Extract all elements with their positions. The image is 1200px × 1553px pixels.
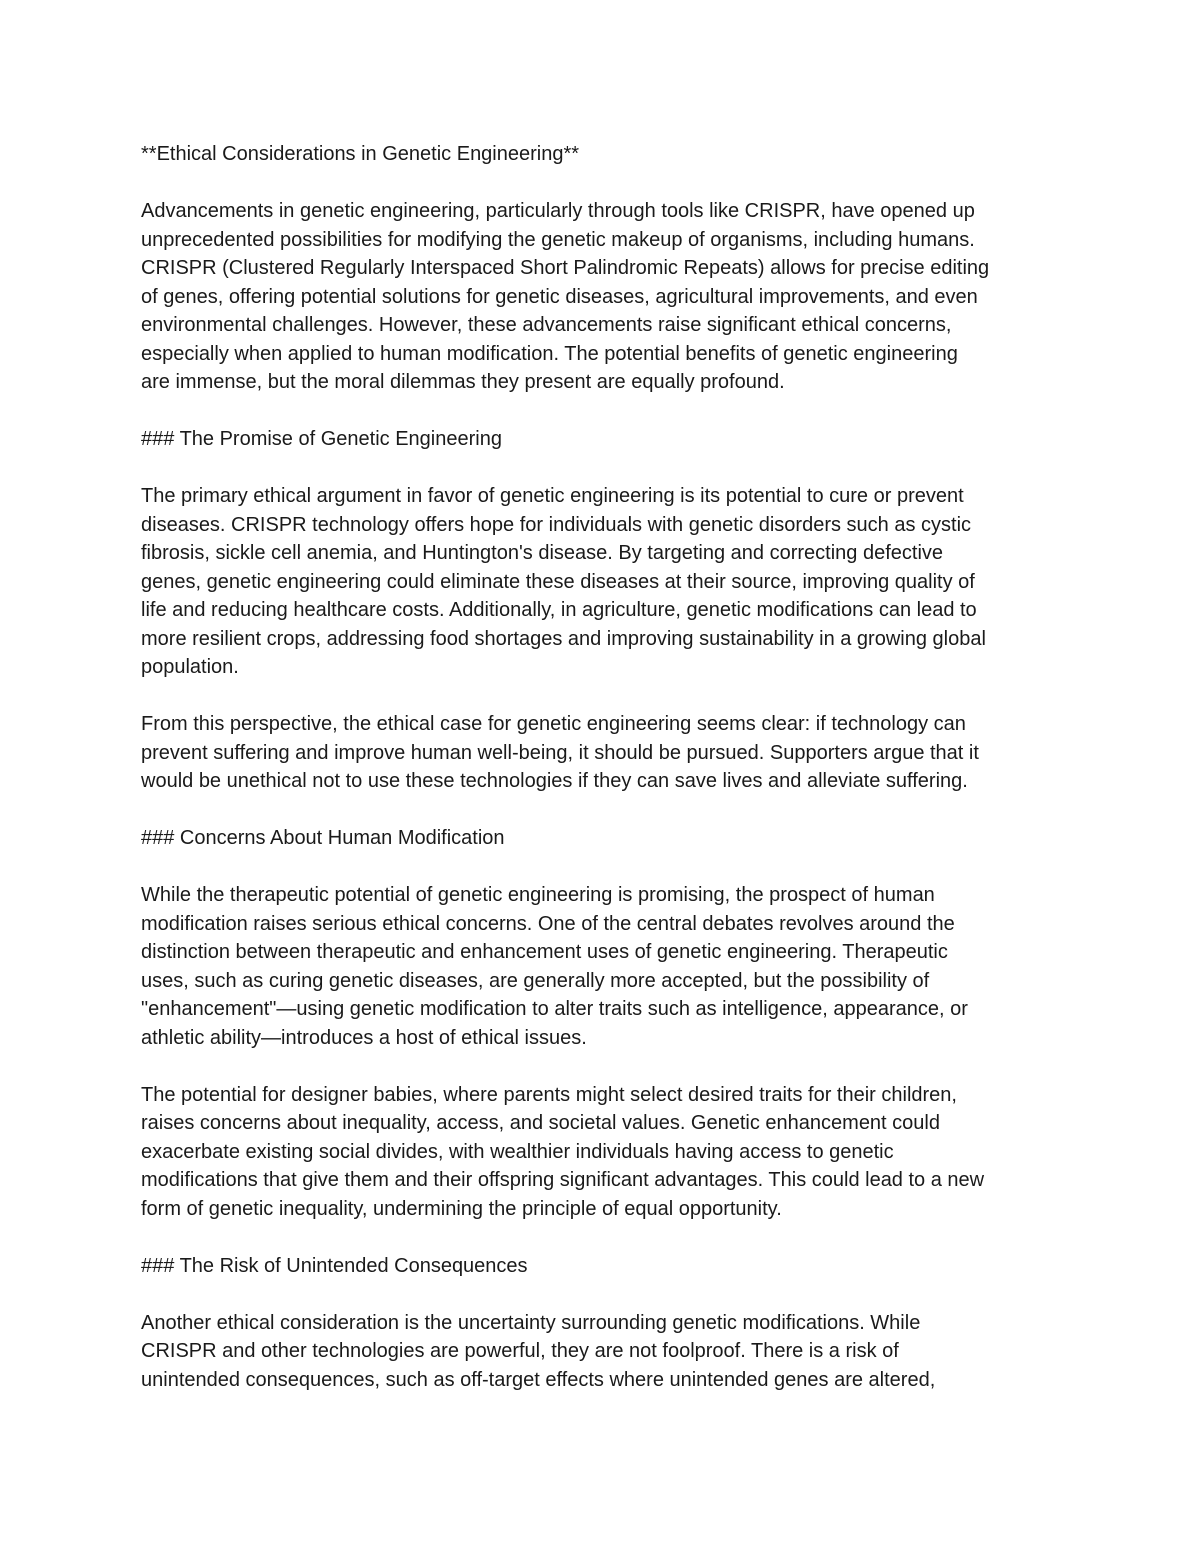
concerns-paragraph-1 bbox=[141, 881, 1071, 1052]
text-line: uses, such as curing genetic diseases, are generally more accepted, but the possibility of bbox=[141, 969, 930, 992]
text-line: athletic ability—introduces a host of ethical issues. bbox=[141, 1026, 587, 1049]
risk-paragraph-1 bbox=[141, 1309, 1071, 1395]
text-line: While the therapeutic potential of genetic engineering is promising, the prospect of human bbox=[141, 884, 935, 906]
spacer bbox=[141, 1280, 1071, 1309]
text-line: Another ethical consideration is the uncertainty surrounding genetic modifications. While bbox=[141, 1311, 921, 1334]
text-line: The primary ethical argument in favor of genetic engineering is its potential to cure or prevent bbox=[141, 485, 964, 507]
text-line: modifications that give them and their offspring significant advantages. This could lead to a new bbox=[141, 1169, 985, 1191]
promise-paragraph-2 bbox=[141, 710, 1071, 796]
spacer bbox=[141, 1223, 1071, 1252]
text-line: environmental challenges. However, these advancements raise significant ethical concerns, bbox=[141, 314, 952, 336]
text-line: diseases. CRISPR technology offers hope for individuals with genetic disorders such as cystic bbox=[141, 513, 972, 536]
spacer bbox=[141, 853, 1071, 882]
text-line: The potential for designer babies, where parents might select desired traits for their children, bbox=[141, 1083, 957, 1106]
text-line: raises concerns about inequality, access, and societal values. Genetic enhancement could bbox=[141, 1112, 940, 1134]
text-line: would be unethical not to use these technologies if they can save lives and alleviate suffering. bbox=[141, 770, 968, 792]
spacer bbox=[141, 1052, 1071, 1081]
intro-paragraph bbox=[141, 197, 1071, 397]
text-line: CRISPR (Clustered Regularly Interspaced Short Palindromic Repeats) allows for precise editing bbox=[141, 257, 990, 279]
text-line: distinction between therapeutic and enhancement uses of genetic engineering. Therapeutic bbox=[141, 941, 948, 963]
spacer bbox=[141, 397, 1071, 426]
spacer bbox=[141, 454, 1071, 483]
text-line: population. bbox=[141, 656, 239, 678]
text-line: Advancements in genetic engineering, particularly through tools like CRISPR, have opened up bbox=[141, 200, 975, 222]
spacer bbox=[141, 682, 1071, 711]
text-line: are immense, but the moral dilemmas they present are equally profound. bbox=[141, 371, 785, 393]
text-line: genes, genetic engineering could eliminate these diseases at their source, improving quality of bbox=[141, 570, 975, 593]
text-line: modification raises serious ethical concerns. One of the central debates revolves around the bbox=[141, 912, 955, 935]
text-line: form of genetic inequality, undermining the principle of equal opportunity. bbox=[141, 1197, 782, 1220]
text-line: exacerbate existing social divides, with wealthier individuals having access to genetic bbox=[141, 1140, 894, 1163]
section-heading-promise: ### The Promise of Genetic Engineering bbox=[141, 428, 502, 450]
text-line: unintended consequences, such as off-target effects where unintended genes are altered, bbox=[141, 1368, 936, 1391]
text-line: especially when applied to human modification. The potential benefits of genetic engineering bbox=[141, 342, 958, 365]
document-body bbox=[141, 140, 1071, 1394]
section-heading-concerns: ### Concerns About Human Modification bbox=[141, 827, 505, 849]
text-line: From this perspective, the ethical case for genetic engineering seems clear: if technology can bbox=[141, 713, 966, 735]
text-line: life and reducing healthcare costs. Additionally, in agriculture, genetic modifications can lead to bbox=[141, 599, 977, 621]
promise-paragraph-1 bbox=[141, 482, 1071, 682]
text-line: more resilient crops, addressing food shortages and improving sustainability in a growing global bbox=[141, 627, 986, 650]
text-line: of genes, offering potential solutions for genetic diseases, agricultural improvements, and even bbox=[141, 285, 978, 308]
document-title: **Ethical Considerations in Genetic Engineering** bbox=[141, 143, 580, 165]
text-line: prevent suffering and improve human well-being, it should be pursued. Supporters argue that it bbox=[141, 741, 979, 764]
text-line: CRISPR and other technologies are powerful, they are not foolproof. There is a risk of bbox=[141, 1340, 899, 1362]
spacer bbox=[141, 169, 1071, 198]
text-line: fibrosis, sickle cell anemia, and Huntington's disease. By targeting and correcting defective bbox=[141, 542, 944, 564]
spacer bbox=[141, 796, 1071, 825]
text-line: "enhancement"—using genetic modification to alter traits such as intelligence, appearance, or bbox=[141, 998, 968, 1020]
concerns-paragraph-2 bbox=[141, 1081, 1071, 1224]
section-heading-risk: ### The Risk of Unintended Consequences bbox=[141, 1254, 528, 1277]
text-line: unprecedented possibilities for modifying the genetic makeup of organisms, including humans. bbox=[141, 228, 975, 251]
